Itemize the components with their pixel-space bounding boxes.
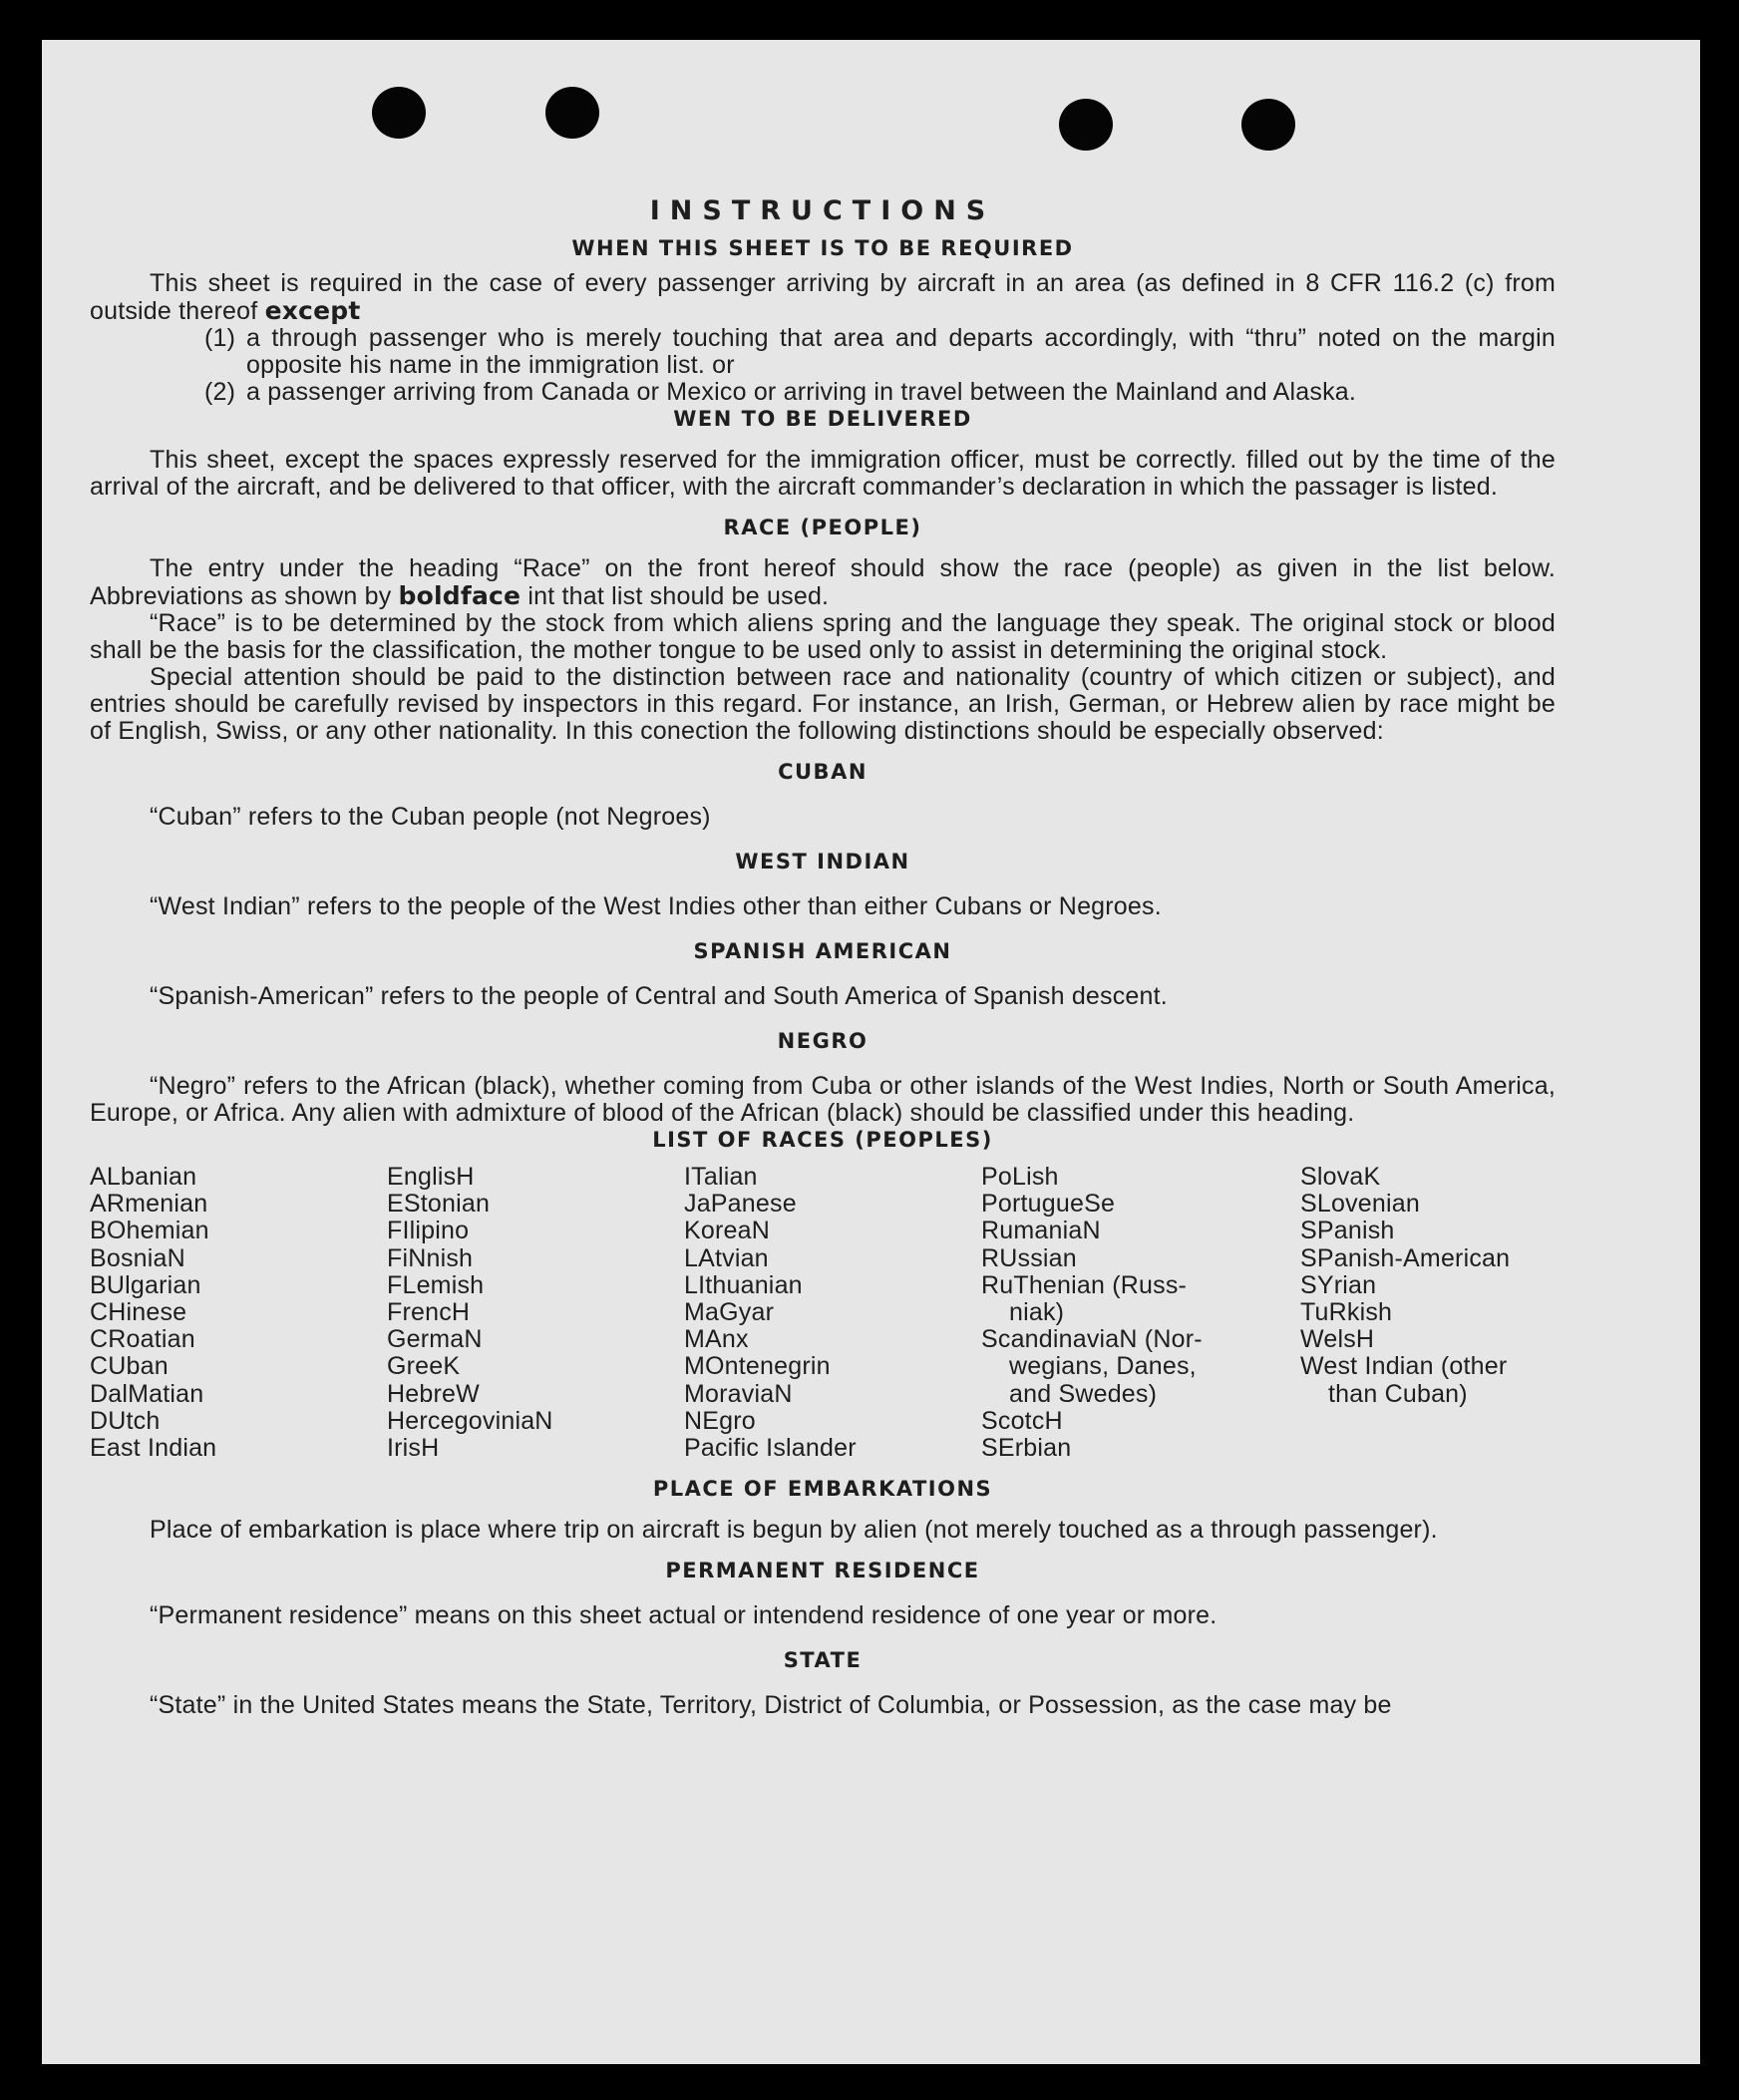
races-column [1300, 1164, 1510, 1462]
race-entry: DUtch [90, 1406, 161, 1435]
race-entry: and Swedes) [1009, 1379, 1158, 1408]
section-heading-embarkation: PLACE OF EMBARKATIONS [652, 1477, 993, 1502]
paragraph-spanish-american: “Spanish-American” refers to the people of Central and South America of Spanish descent. [150, 982, 1168, 1010]
punch-hole [1059, 99, 1113, 151]
race-entry: HercegoviniaN [387, 1406, 553, 1435]
punch-hole [372, 87, 426, 139]
race-entry: WelsH [1300, 1325, 1375, 1354]
race-entry: ALbanian [90, 1163, 197, 1191]
race-entry: CHinese [90, 1297, 187, 1326]
race-entry: HebreW [387, 1379, 480, 1408]
paragraph-race-2: “Race” is to be determined by the stock from which aliens spring and the language they speak. The original stock or blood shall be the basis for the classification, the mother tongue to be used only to assist in determining the original stock. [90, 609, 1556, 664]
paragraph-negro: “Negro” refers to the African (black), whether coming from Cuba or other islands of the West Indies, North or South America, Europe, or Africa. Any alien with admixture of blood of the African (black) should be classified under this heading. [90, 1072, 1556, 1127]
race-entry: ITalian [684, 1163, 758, 1191]
section-heading-when-delivered: WEN TO BE DELIVERED [673, 407, 972, 431]
race-entry: SYrian [1300, 1270, 1377, 1299]
paragraph-permanent-residence: “Permanent residence” means on this sheet actual or intendend residence of one year or more. [150, 1601, 1217, 1630]
paragraph-west-indian: “West Indian” refers to the people of the West Indies other than either Cubans or Negroes. [150, 892, 1162, 920]
paragraph-race-3: Special attention should be paid to the distinction between race and nationality (country of which citizen or subject), and entries should be carefully revised by inspectors in this regard. For instance, an Irish, German, or Hebrew alien by race might be of English, Swiss, or any other nationality. In this conection the following distinctions should be especially observed: [90, 663, 1556, 745]
race-entry: MAnx [684, 1325, 749, 1354]
race-entry: BosniaN [90, 1243, 185, 1272]
race-entry: IrisH [387, 1433, 440, 1462]
section-heading-permanent-residence: PERMANENT RESIDENCE [665, 1559, 980, 1583]
boldface-word: boldface [398, 581, 522, 610]
race-entry: EnglisH [387, 1163, 475, 1191]
race-entry: BUlgarian [90, 1270, 201, 1299]
race-entry: CUban [90, 1352, 169, 1381]
race-entry: RuThenian (Russ- [981, 1270, 1188, 1299]
list-item: (1) a through passenger who is merely touching that area and departs accordingly, with “thru” noted on the margin opposite his name in the immigration list. or [204, 324, 1556, 379]
paragraph-when-required: This sheet is required in the case of every passenger arriving by aircraft in an area (as defined in 8 CFR 116.2 (c) from outside thereof except [90, 269, 1556, 325]
races-column [90, 1164, 387, 1462]
race-entry: SLovenian [1300, 1190, 1420, 1219]
race-entry: RUssian [981, 1243, 1077, 1272]
race-entry: West Indian (other [1300, 1352, 1508, 1381]
race-entry: ScandinaviaN (Nor- [981, 1325, 1203, 1354]
race-entry: SErbian [981, 1433, 1072, 1462]
paragraph-race-1: The entry under the heading “Race” on the front hereof should show the race (people) as given in the list below. Abbreviations as shown by boldface int that list should be used. [90, 554, 1556, 610]
race-entry: MaGyar [684, 1297, 775, 1326]
races-column [387, 1164, 684, 1462]
race-entry: wegians, Danes, [1009, 1352, 1197, 1381]
instructions-content [90, 195, 1556, 1719]
race-entry: PortugueSe [981, 1190, 1116, 1219]
race-entry: TuRkish [1300, 1297, 1393, 1326]
race-entry: DalMatian [90, 1379, 204, 1408]
race-entry: ARmenian [90, 1190, 208, 1219]
race-entry: LAtvian [684, 1243, 769, 1272]
except-word: except [264, 296, 361, 325]
race-entry: FLemish [387, 1270, 485, 1299]
section-heading-list-of-races: LIST OF RACES (PEOPLES) [652, 1128, 993, 1152]
race-entry: GreeK [387, 1352, 461, 1381]
race-entry: East Indian [90, 1433, 217, 1462]
paragraph-cuban: “Cuban” refers to the Cuban people (not Negroes) [150, 803, 711, 831]
race-entry: JaPanese [684, 1190, 797, 1219]
section-heading-race: RACE (PEOPLE) [723, 516, 922, 539]
race-entry: FiNnish [387, 1243, 474, 1272]
race-entry: MoraviaN [684, 1379, 793, 1408]
punch-hole [545, 87, 599, 139]
race-entry: SlovaK [1300, 1163, 1381, 1191]
punch-hole [1241, 99, 1295, 151]
section-heading-spanish-american: SPANISH AMERICAN [693, 939, 952, 963]
race-entry: EStonian [387, 1190, 491, 1219]
race-entry: RumaniaN [981, 1217, 1101, 1245]
race-entry: SPanish-American [1300, 1243, 1511, 1272]
race-entry: CRoatian [90, 1325, 195, 1354]
race-entry: LIthuanian [684, 1270, 803, 1299]
race-entry: PoLish [981, 1163, 1059, 1191]
section-heading-cuban: CUBAN [778, 760, 868, 784]
section-heading-state: STATE [783, 1648, 863, 1673]
race-entry: MOntenegrin [684, 1352, 831, 1381]
race-entry: NEgro [684, 1406, 756, 1435]
races-list [90, 1164, 1556, 1462]
section-heading-west-indian: WEST INDIAN [735, 850, 910, 874]
race-entry: FrencH [387, 1297, 471, 1326]
race-entry: BOhemian [90, 1217, 209, 1245]
races-column [981, 1164, 1300, 1462]
races-column [684, 1164, 981, 1462]
race-entry: GermaN [387, 1325, 483, 1354]
race-entry: FIlipino [387, 1217, 470, 1245]
race-entry: ScotcH [981, 1406, 1063, 1435]
race-entry: SPanish [1300, 1217, 1395, 1245]
race-entry: Pacific Islander [684, 1433, 857, 1462]
list-item: (2) a passenger arriving from Canada or Mexico or arriving in travel between the Mainland and Alaska. [204, 378, 1357, 406]
race-entry: niak) [1009, 1297, 1065, 1326]
paragraph-when-delivered: This sheet, except the spaces expressly reserved for the immigration officer, must be correctly. filled out by the time of the arrival of the aircraft, and be delivered to that officer, with the aircraft commander’s declaration in which the passager is listed. [90, 446, 1556, 501]
paragraph-embarkation: Place of embarkation is place where trip on aircraft is begun by alien (not merely touched as a through passenger). [150, 1516, 1438, 1545]
section-heading-when-required: WHEN THIS SHEET IS TO BE REQUIRED [571, 236, 1074, 260]
page-title: INSTRUCTIONS [649, 195, 996, 226]
race-entry: KoreaN [684, 1217, 770, 1245]
race-entry: than Cuban) [1328, 1379, 1468, 1408]
paragraph-state: “State” in the United States means the State, Territory, District of Columbia, or Possession, as the case may be [150, 1691, 1392, 1720]
section-heading-negro: NEGRO [777, 1029, 869, 1053]
